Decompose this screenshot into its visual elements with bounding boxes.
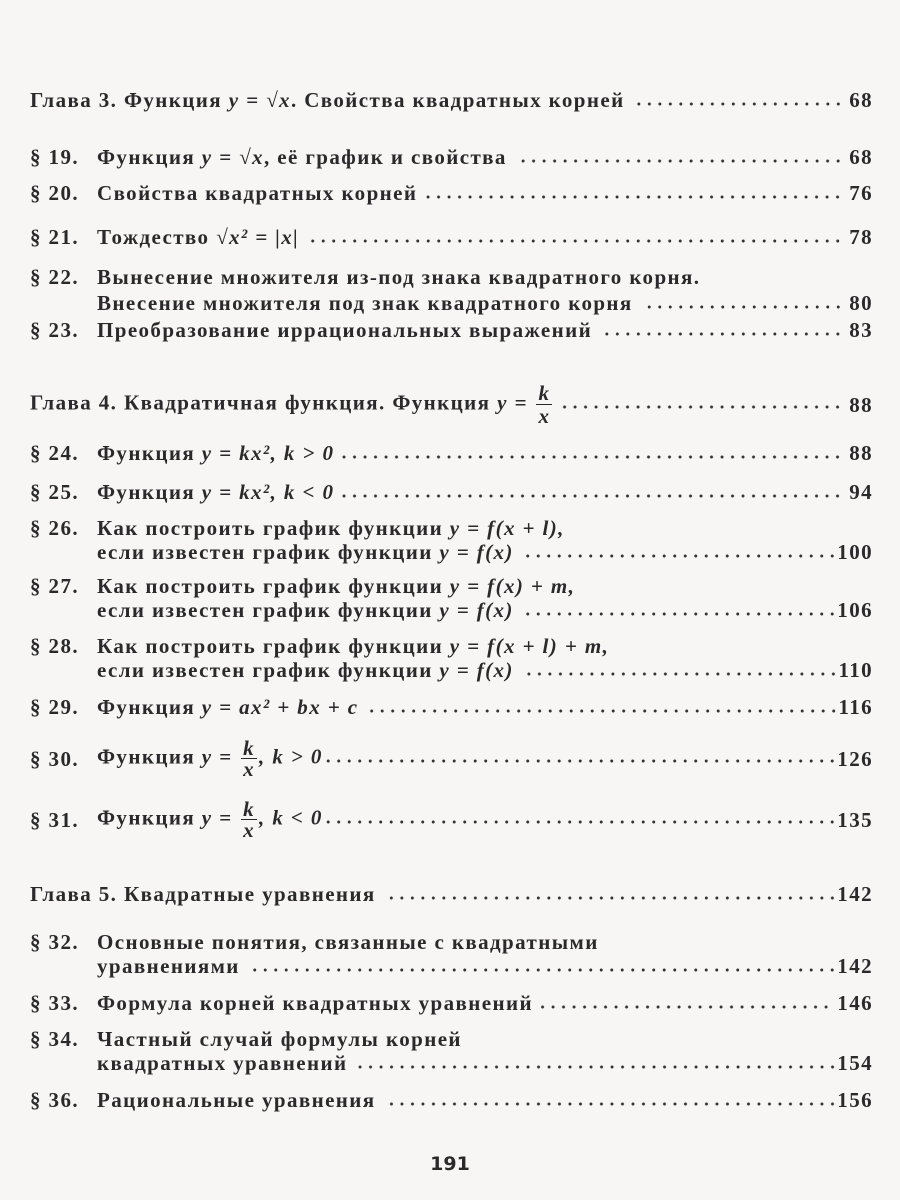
section-number: § 24. xyxy=(30,441,79,465)
dot-leader xyxy=(307,234,843,244)
dot-leader xyxy=(325,815,837,825)
toc-chapter-5[interactable] xyxy=(30,882,873,906)
page-number: 88 xyxy=(849,392,873,417)
toc-section-19[interactable] xyxy=(30,145,873,169)
section-number: § 19. xyxy=(30,145,79,169)
section-number: § 22. xyxy=(30,265,79,289)
section-number: § 30. xyxy=(30,746,79,771)
page-number: 78 xyxy=(849,225,873,249)
page-number: 142 xyxy=(837,954,873,978)
section-title: Функция y = $\frac{k}{x}$ , k < 0 xyxy=(97,797,323,842)
dot-leader xyxy=(367,704,839,714)
section-number: § 21. xyxy=(30,225,79,249)
section-number: § 25. xyxy=(30,480,79,504)
section-title-line2: Внесение множителя под знак квадратного корня xyxy=(97,291,633,315)
page-number: 146 xyxy=(837,991,873,1015)
fraction-k-over-x: $\frac{k}{x}$ xyxy=(243,736,256,781)
chapter-title: Глава 3. Функция y = √x. Свойства квадратных корней xyxy=(30,88,625,112)
dot-leader xyxy=(562,400,843,410)
toc-section-26[interactable] xyxy=(30,516,873,564)
section-title-line1: Как построить график функции y = f(x + l), xyxy=(97,516,565,540)
section-number: § 32. xyxy=(30,930,79,954)
section-title: Преобразование иррациональных выражений xyxy=(97,318,593,342)
page-number: 68 xyxy=(849,145,873,169)
dot-leader xyxy=(522,607,837,617)
section-title-line2: если известен график функции y = f(x) xyxy=(97,540,514,564)
dot-leader xyxy=(515,154,843,164)
dot-leader xyxy=(641,300,844,310)
section-title-line2: если известен график функции y = f(x) xyxy=(97,658,514,682)
section-title-line1: Основные понятия, связанные с квадратными xyxy=(97,930,599,954)
section-number: § 31. xyxy=(30,807,79,832)
toc-chapter-4[interactable] xyxy=(30,382,873,427)
section-title: Формула корней квадратных уравнений xyxy=(97,991,533,1015)
dot-leader xyxy=(522,549,837,559)
dot-leader xyxy=(248,963,837,973)
page-number: 126 xyxy=(837,746,873,771)
section-title: Функция y = ax² + bx + c xyxy=(97,695,359,719)
dot-leader xyxy=(342,489,843,499)
page-number: 88 xyxy=(849,441,873,465)
toc-section-34[interactable] xyxy=(30,1027,873,1075)
dot-leader xyxy=(541,1000,831,1010)
section-title-line2: если известен график функции y = f(x) xyxy=(97,598,514,622)
toc-section-20[interactable] xyxy=(30,181,873,205)
toc-section-23[interactable] xyxy=(30,318,873,342)
page-number: 135 xyxy=(837,807,873,832)
page-footer-number: 191 xyxy=(430,1153,470,1175)
toc-section-33[interactable] xyxy=(30,991,873,1015)
section-title-line1: Частный случай формулы корней xyxy=(97,1027,462,1051)
toc-section-31[interactable] xyxy=(30,799,873,840)
toc-section-27[interactable] xyxy=(30,574,873,622)
section-title-line2: квадратных уравнений xyxy=(97,1051,348,1075)
page-number: 68 xyxy=(849,88,873,112)
section-title-line1: Как построить график функции y = f(x + l) + m, xyxy=(97,634,610,658)
section-title: Функция y = √x, её график и свойства xyxy=(97,145,507,169)
page-number: 80 xyxy=(849,291,873,315)
dot-leader xyxy=(325,754,837,764)
toc-section-36[interactable] xyxy=(30,1088,873,1112)
toc-chapter-3[interactable] xyxy=(30,88,873,112)
section-title: Функция y = kx², k > 0 xyxy=(97,441,335,465)
section-title-line2: уравнениями xyxy=(97,954,240,978)
toc-section-25[interactable] xyxy=(30,480,873,504)
dot-leader xyxy=(425,190,843,200)
section-title: Функция y = $\frac{k}{x}$ , k > 0 xyxy=(97,736,323,781)
section-title: Свойства квадратных корней xyxy=(97,181,418,205)
chapter-title: Глава 5. Квадратные уравнения xyxy=(30,882,376,906)
dot-leader xyxy=(633,97,844,107)
section-number: § 20. xyxy=(30,181,79,205)
section-number: § 34. xyxy=(30,1027,79,1051)
page-number: 76 xyxy=(849,181,873,205)
section-number: § 29. xyxy=(30,695,79,719)
toc-section-24[interactable] xyxy=(30,441,873,465)
section-number: § 26. xyxy=(30,516,79,540)
page-number: 156 xyxy=(837,1088,873,1112)
section-number: § 27. xyxy=(30,574,79,598)
toc-section-30[interactable] xyxy=(30,738,873,779)
fraction-k-over-x: $\frac{k}{x}$ xyxy=(538,381,551,428)
section-title-line1: Как построить график функции y = f(x) + m, xyxy=(97,574,576,598)
toc-section-29[interactable] xyxy=(30,695,873,719)
section-number: § 33. xyxy=(30,991,79,1015)
toc-section-28[interactable] xyxy=(30,634,873,682)
dot-leader xyxy=(356,1060,838,1070)
dot-leader xyxy=(384,891,838,901)
toc-section-32[interactable] xyxy=(30,930,873,978)
section-title: Функция y = kx², k < 0 xyxy=(97,480,335,504)
section-title: Тождество √x² = |x| xyxy=(97,225,300,249)
toc-section-22[interactable] xyxy=(30,265,873,315)
section-number: § 36. xyxy=(30,1088,79,1112)
page-number: 106 xyxy=(837,598,873,622)
section-title: Рациональные уравнения xyxy=(97,1088,376,1112)
toc-section-21[interactable] xyxy=(30,225,873,249)
section-number: § 23. xyxy=(30,318,79,342)
fraction-k-over-x: $\frac{k}{x}$ xyxy=(243,797,256,842)
chapter-title: Глава 4. Квадратичная функция. Функция y = $\frac{k}{x}$ xyxy=(30,381,551,428)
page-number: 83 xyxy=(849,318,873,342)
section-title-line1: Вынесение множителя из-под знака квадратного корня. xyxy=(97,265,701,289)
dot-leader xyxy=(384,1097,838,1107)
page-number: 94 xyxy=(849,480,873,504)
dot-leader xyxy=(600,327,843,337)
page-number: 116 xyxy=(838,695,873,719)
page-number: 142 xyxy=(837,882,873,906)
page-number: 110 xyxy=(838,658,873,682)
page-number: 154 xyxy=(837,1051,873,1075)
section-number: § 28. xyxy=(30,634,79,658)
dot-leader xyxy=(522,667,839,677)
page-number: 100 xyxy=(837,540,873,564)
dot-leader xyxy=(342,450,843,460)
